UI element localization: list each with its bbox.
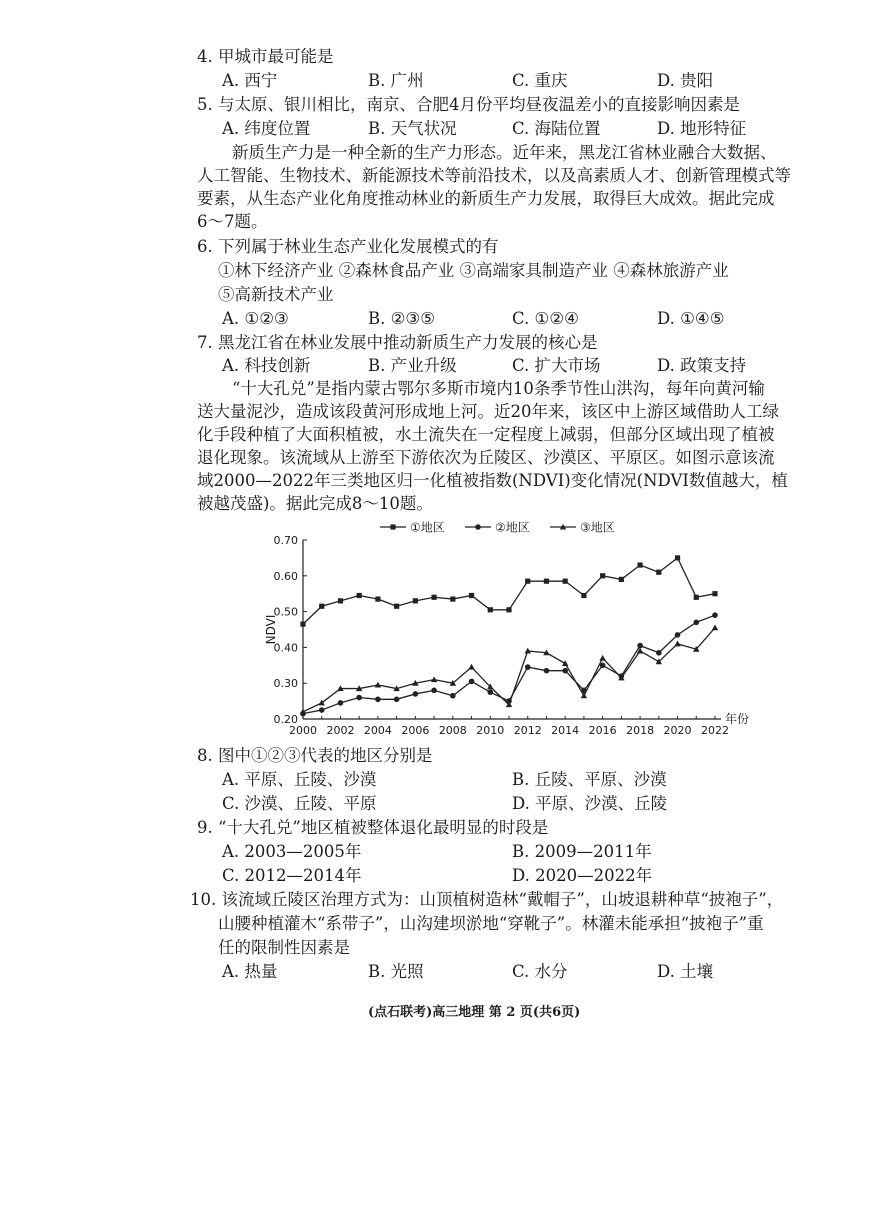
data-point-series-2 (487, 689, 493, 695)
q10-stem-line: 山腰种植灌木“系带子”，山沟建坝淤地“穿靴子”。林灌未能承担“披袍子”重 (218, 914, 764, 933)
data-point-series-2 (319, 707, 325, 713)
q4-option-c: C. 重庆 (512, 71, 568, 90)
data-point-series-3 (599, 655, 605, 661)
ndvi-line-chart (255, 515, 755, 743)
q10-option-a: A. 热量 (222, 962, 278, 981)
legend-marker-2 (475, 524, 481, 530)
data-point-series-1 (469, 593, 474, 598)
data-point-series-2 (338, 700, 344, 706)
passage2-line: 送大量泥沙，造成该段黄河形成地上河。近20年来，该区中上游区域借助人工绿 (197, 402, 779, 421)
y-tick-label: 0.70 (273, 534, 298, 547)
passage2-line: “十大孔兑”是指内蒙古鄂尔多斯市境内10条季节性山洪沟，每年向黄河输 (232, 379, 765, 398)
data-point-series-1 (488, 607, 493, 612)
data-point-series-1 (637, 562, 642, 567)
q6-items-line2: ⑤高新技术产业 (218, 285, 334, 304)
q8-option-d: D. 平原、沙漠、丘陵 (512, 794, 668, 813)
passage1-line: 新质生产力是一种全新的生产力形态。近年来，黑龙江省林业融合大数据、 (232, 143, 777, 162)
data-point-series-1 (338, 598, 343, 603)
x-tick-label: 2020 (663, 724, 692, 737)
passage1-line: 要素，从生态产业化角度推动林业的新质生产力发展，取得巨大成效。据此完成 (197, 189, 775, 208)
data-point-series-2 (693, 620, 699, 626)
q6-items-line1: ①林下经济产业 ②森林食品产业 ③高端家具制造产业 ④森林旅游产业 (218, 261, 729, 280)
page-footer: (点石联考)高三地理 第 2 页(共6页) (368, 1005, 581, 1020)
data-point-series-1 (375, 596, 380, 601)
data-point-series-3 (468, 664, 474, 670)
data-point-series-1 (675, 555, 680, 560)
data-point-series-3 (375, 682, 381, 688)
data-point-series-2 (431, 688, 437, 694)
data-point-series-1 (563, 579, 568, 584)
q10-stem-line: 10. 该流域丘陵区治理方式为：山顶植树造林“戴帽子”，山坡退耕种草“披袍子”， (190, 890, 784, 909)
x-tick-label: 2004 (363, 724, 392, 737)
passage2-line: 被越茂盛)。据此完成8～10题。 (197, 494, 433, 513)
data-point-series-1 (357, 593, 362, 598)
q8-option-a: A. 平原、丘陵、沙漠 (222, 770, 377, 789)
passage1-line: 6～7题。 (197, 212, 268, 231)
data-point-series-1 (413, 598, 418, 603)
q7-stem: 7. 黑龙江省在林业发展中推动新质生产力发展的核心是 (197, 333, 598, 352)
passage2-line: 域2000—2022年三类地区归一化植被指数(NDVI)变化情况(NDVI数值越大，植 (197, 471, 788, 490)
q8-option-b: B. 丘陵、平原、沙漠 (512, 770, 667, 789)
q8-stem: 8. 图中①②③代表的地区分别是 (197, 746, 433, 765)
q6-stem: 6. 下列属于林业生态产业化发展模式的有 (197, 237, 499, 256)
passage2-line: 化手段种植了大面积植被，水土流失在一定程度上减弱，但部分区域出现了植被 (197, 425, 775, 444)
data-point-series-3 (712, 624, 718, 630)
x-tick-label: 2008 (438, 724, 467, 737)
data-point-series-3 (674, 641, 680, 647)
passage2-line: 退化现象。该流域从上游至下游依次为丘陵区、沙漠区、平原区。如图示意该流 (197, 448, 775, 467)
data-point-series-3 (581, 692, 587, 698)
series-line-1 (303, 558, 715, 624)
data-point-series-2 (469, 679, 475, 685)
data-point-series-2 (562, 668, 568, 674)
q4-option-d: D. 贵阳 (657, 71, 714, 90)
q4-option-a: A. 西宁 (222, 71, 278, 90)
q5-option-d: D. 地形特征 (657, 119, 747, 138)
q6-option-a: A. ①②③ (222, 309, 289, 328)
q4-option-b: B. 广州 (368, 71, 424, 90)
q9-option-d: D. 2020—2022年 (512, 866, 653, 885)
x-tick-label: 2012 (513, 724, 542, 737)
legend-label-3: ③地区 (580, 520, 615, 535)
data-point-series-1 (694, 595, 699, 600)
q5-option-b: B. 天气状况 (368, 119, 457, 138)
q5-stem: 5. 与太原、银川相比，南京、合肥4月份平均昼夜温差小的直接影响因素是 (197, 95, 740, 114)
data-point-series-3 (431, 676, 437, 682)
q9-option-a: A. 2003—2005年 (222, 842, 362, 861)
passage1-line: 人工智能、生物技术、新能源技术等前沿技术，以及高素质人才、创新管理模式等 (197, 166, 791, 185)
q10-option-b: B. 光照 (368, 962, 424, 981)
x-tick-label: 2010 (476, 724, 505, 737)
y-tick-label: 0.60 (273, 569, 298, 583)
data-point-series-2 (375, 697, 381, 703)
q6-option-d: D. ①④⑤ (657, 309, 725, 328)
data-point-series-2 (394, 697, 400, 703)
y-tick-label: 0.50 (273, 605, 298, 619)
data-point-series-1 (544, 579, 549, 584)
data-point-series-2 (525, 664, 531, 670)
data-point-series-2 (544, 668, 550, 674)
data-point-series-2 (675, 632, 681, 638)
data-point-series-2 (637, 643, 643, 649)
legend-marker-1 (390, 524, 395, 529)
data-point-series-1 (581, 593, 586, 598)
q10-stem-line: 任的限制性因素是 (218, 938, 350, 957)
x-tick-label: 2014 (551, 724, 580, 737)
q7-option-a: A. 科技创新 (222, 356, 311, 375)
data-point-series-2 (356, 695, 362, 701)
x-tick-label: 2006 (401, 724, 430, 737)
q8-option-c: C. 沙漠、丘陵、平原 (222, 794, 377, 813)
y-tick-label: 0.40 (273, 641, 298, 655)
legend-label-1: ①地区 (410, 520, 445, 535)
x-axis-label: 年份 (725, 712, 750, 726)
data-point-series-1 (600, 573, 605, 578)
data-point-series-1 (394, 604, 399, 609)
x-tick-label: 2018 (626, 724, 655, 737)
q7-option-b: B. 产业升级 (368, 356, 457, 375)
data-point-series-1 (431, 595, 436, 600)
q9-option-b: B. 2009—2011年 (512, 842, 652, 861)
data-point-series-3 (562, 660, 568, 666)
y-tick-label: 0.20 (273, 713, 298, 726)
q5-option-c: C. 海陆位置 (512, 119, 601, 138)
q9-option-c: C. 2012—2014年 (222, 866, 362, 885)
data-point-series-2 (413, 691, 419, 697)
q7-option-d: D. 政策支持 (657, 356, 747, 375)
x-tick-label: 2016 (588, 724, 617, 737)
data-point-series-1 (656, 570, 661, 575)
q9-stem: 9. “十大孔兑”地区植被整体退化最明显的时段是 (197, 818, 549, 837)
data-point-series-1 (525, 579, 530, 584)
data-point-series-2 (656, 650, 662, 656)
q6-option-b: B. ②③⑤ (368, 309, 435, 328)
q10-option-c: C. 水分 (512, 962, 568, 981)
data-point-series-2 (450, 693, 456, 699)
data-point-series-1 (712, 591, 717, 596)
data-point-series-1 (619, 577, 624, 582)
data-point-series-1 (506, 607, 511, 612)
x-tick-label: 2000 (289, 724, 317, 737)
x-tick-label: 2022 (701, 724, 729, 737)
data-point-series-1 (300, 622, 305, 627)
data-point-series-1 (319, 604, 324, 609)
data-point-series-1 (450, 596, 455, 601)
q10-option-d: D. 土壤 (657, 962, 714, 981)
q7-option-c: C. 扩大市场 (512, 356, 601, 375)
q6-option-c: C. ①②④ (512, 309, 579, 328)
y-tick-label: 0.30 (273, 677, 298, 691)
y-axis-label: NDVI (264, 614, 278, 645)
q5-option-a: A. 纬度位置 (222, 119, 311, 138)
q4-stem: 4. 甲城市最可能是 (197, 47, 334, 66)
legend-label-2: ②地区 (495, 520, 530, 535)
data-point-series-2 (712, 612, 718, 618)
x-tick-label: 2002 (326, 724, 355, 737)
